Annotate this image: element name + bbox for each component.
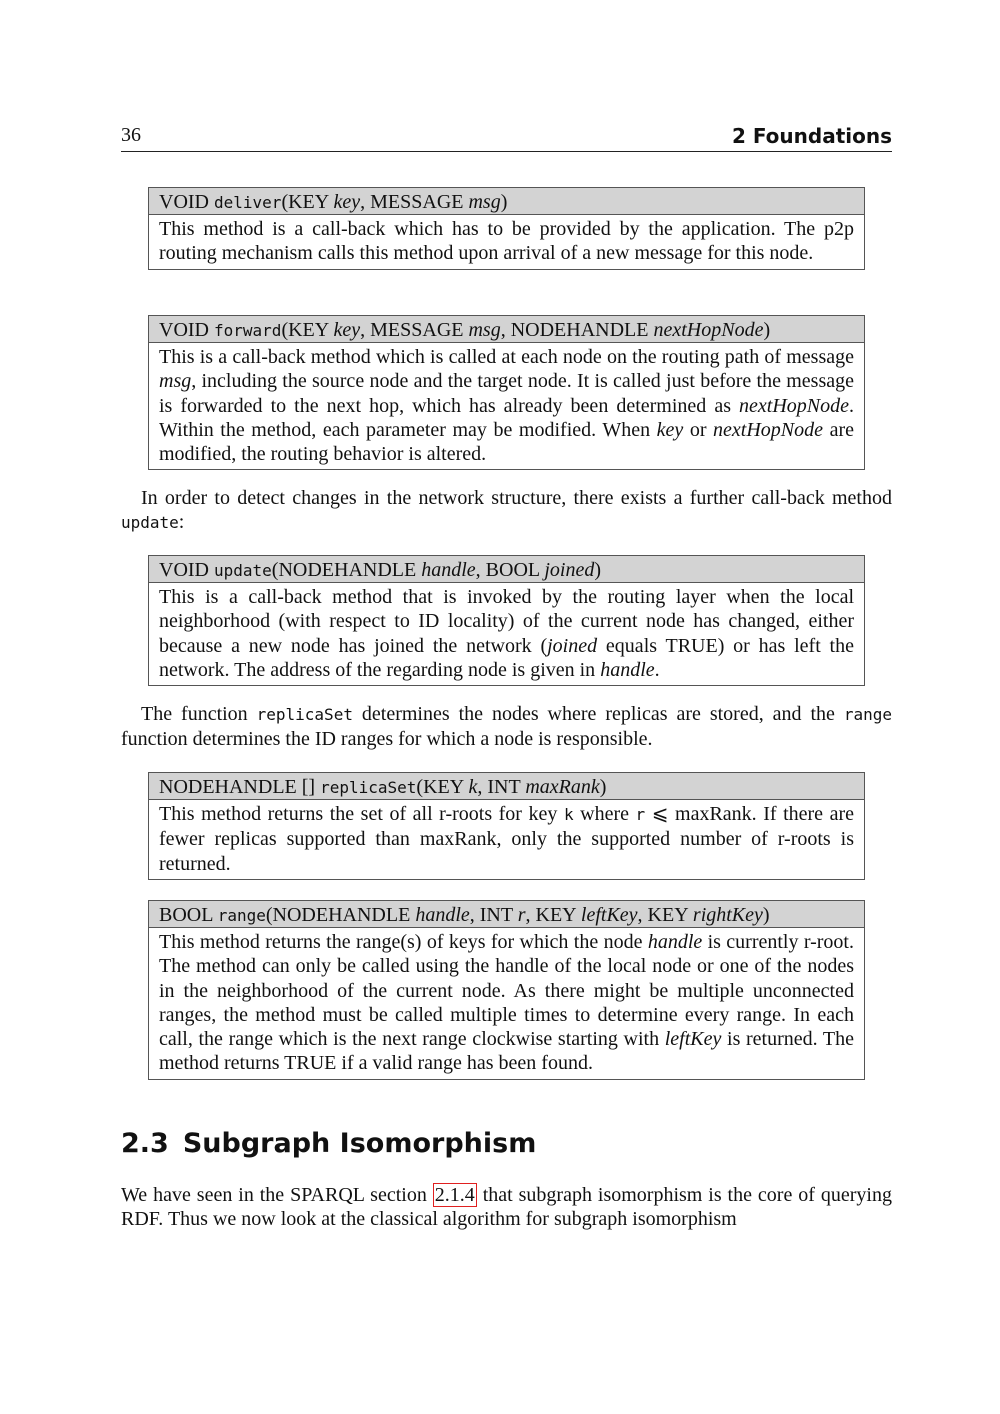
param-name: key bbox=[333, 191, 361, 213]
method-description: This method returns the set of all r-roots for key k where r ⩽ maxRank. If there are fewer replicas supported than maxRank, only the supported number of r-roots is returned. bbox=[159, 803, 854, 875]
param-name: handle bbox=[415, 904, 470, 926]
method-name: deliver bbox=[214, 193, 282, 212]
section-number: 2.3 bbox=[121, 1128, 169, 1159]
param-name: leftKey bbox=[580, 904, 638, 926]
param-name: key bbox=[333, 319, 361, 341]
method-box-replicaset bbox=[148, 772, 865, 880]
param-type: BOOL bbox=[485, 559, 540, 581]
param-name: r bbox=[517, 904, 526, 926]
paragraph: The function replicaSet determines the nodes where replicas are stored, and the range function determines the ID ranges for which a node is responsible. bbox=[121, 703, 892, 751]
param-name: handle bbox=[421, 559, 476, 581]
method-box-forward bbox=[148, 315, 865, 470]
return-type: NODEHANDLE [] bbox=[159, 776, 316, 798]
param-type: MESSAGE bbox=[370, 191, 464, 213]
param-type: NODEHANDLE bbox=[278, 559, 417, 581]
param-name: rightKey bbox=[692, 904, 763, 926]
method-name: forward bbox=[214, 321, 282, 340]
italic-term: handle bbox=[600, 658, 655, 681]
section-heading bbox=[121, 1128, 536, 1159]
param-type: MESSAGE bbox=[370, 319, 464, 341]
param-type: NODEHANDLE bbox=[272, 904, 411, 926]
param-name: k bbox=[468, 776, 478, 798]
method-signature: VOID update(NODEHANDLE handle, BOOL joined) bbox=[149, 556, 864, 583]
method-name: update bbox=[214, 561, 272, 580]
page-number: 36 bbox=[121, 124, 141, 146]
code-term: replicaSet bbox=[256, 705, 353, 724]
italic-term: handle bbox=[647, 931, 703, 953]
param-name: nextHopNode bbox=[653, 319, 764, 341]
italic-term: msg bbox=[159, 370, 192, 393]
param-name: maxRank bbox=[525, 776, 600, 798]
method-box-update bbox=[148, 555, 865, 686]
method-description: This method is a call-back which has to be provided by the application. The p2p routing mechanism calls this method upon arrival of a new message for this node. bbox=[159, 218, 854, 265]
method-description: This method returns the range(s) of keys for which the node handle is currently r-root. The method can only be called using the handle of the local node or one of the nodes in the neighborhood of the current node. As there might be multiple unconnected ranges, the method must be called multiple times to determine every range. In each call, the range which is the next range clockwise starting with leftKey is returned. The method returns TRUE if a valid range has been found. bbox=[159, 931, 855, 1075]
method-signature: NODEHANDLE [] replicaSet(KEY k, INT maxRank) bbox=[149, 773, 864, 800]
param-type: KEY bbox=[288, 319, 329, 341]
param-name: msg bbox=[468, 191, 501, 213]
return-type: VOID bbox=[159, 191, 209, 213]
method-box-range bbox=[148, 900, 865, 1080]
code-term: range bbox=[843, 705, 892, 724]
section-reference-link[interactable]: 2.1.4 bbox=[434, 1184, 475, 1206]
method-description: This is a call-back method which is called at each node on the routing path of message msg, including the source node and the target node. It is called just before the message is forwarded to the next hop, which has already been determined as nextHopNode. Within the method, each parameter may be modified. When key or nextHopNode are modified, the routing behavior is altered. bbox=[159, 346, 854, 466]
param-type: INT bbox=[479, 904, 513, 926]
code-term: update bbox=[121, 513, 179, 533]
paragraph: In order to detect changes in the network structure, there exists a further call-back method update: bbox=[121, 487, 892, 534]
param-name: joined bbox=[544, 559, 595, 581]
section-title: Subgraph Isomorphism bbox=[182, 1128, 537, 1159]
method-signature: VOID deliver(KEY key, MESSAGE msg) bbox=[149, 188, 864, 215]
return-type: VOID bbox=[159, 559, 209, 581]
italic-term: key bbox=[656, 418, 684, 441]
param-type: INT bbox=[487, 776, 521, 798]
param-type: NODEHANDLE bbox=[510, 319, 649, 341]
method-signature: BOOL range(NODEHANDLE handle, INT r, KEY leftKey, KEY rightKey) bbox=[149, 901, 864, 928]
param-type: KEY bbox=[423, 776, 464, 798]
method-box-deliver bbox=[148, 187, 865, 270]
method-name: replicaSet bbox=[320, 778, 417, 797]
paragraph: We have seen in the SPARQL section 2.1.4 that subgraph isomorphism is the core of querying RDF. Thus we now look at the classical algorithm for subgraph isomorphism bbox=[121, 1184, 892, 1231]
running-head: 2 Foundations bbox=[731, 124, 892, 148]
italic-term: nextHopNode bbox=[713, 418, 824, 441]
method-signature: VOID forward(KEY key, MESSAGE msg, NODEHANDLE nextHopNode) bbox=[149, 316, 864, 343]
return-type: BOOL bbox=[159, 904, 213, 926]
italic-term: joined bbox=[547, 634, 598, 657]
return-type: VOID bbox=[159, 319, 209, 341]
param-type: KEY bbox=[288, 191, 329, 213]
method-description: This is a call-back method that is invoked by the routing layer when the local neighborhood (with respect to ID locality) of the current node has changed, either because a new node has joined the network (joined equals TRUE) or has left the network. The address of the regarding node is given in handle. bbox=[159, 586, 854, 681]
param-type: KEY bbox=[535, 904, 576, 926]
page-header bbox=[121, 124, 892, 152]
param-name: msg bbox=[468, 319, 501, 341]
italic-term: nextHopNode bbox=[739, 394, 849, 417]
code-term: r bbox=[635, 805, 646, 824]
param-type: KEY bbox=[647, 904, 688, 926]
method-name: range bbox=[217, 906, 266, 925]
code-term: k bbox=[563, 805, 574, 824]
italic-term: leftKey bbox=[664, 1028, 722, 1051]
